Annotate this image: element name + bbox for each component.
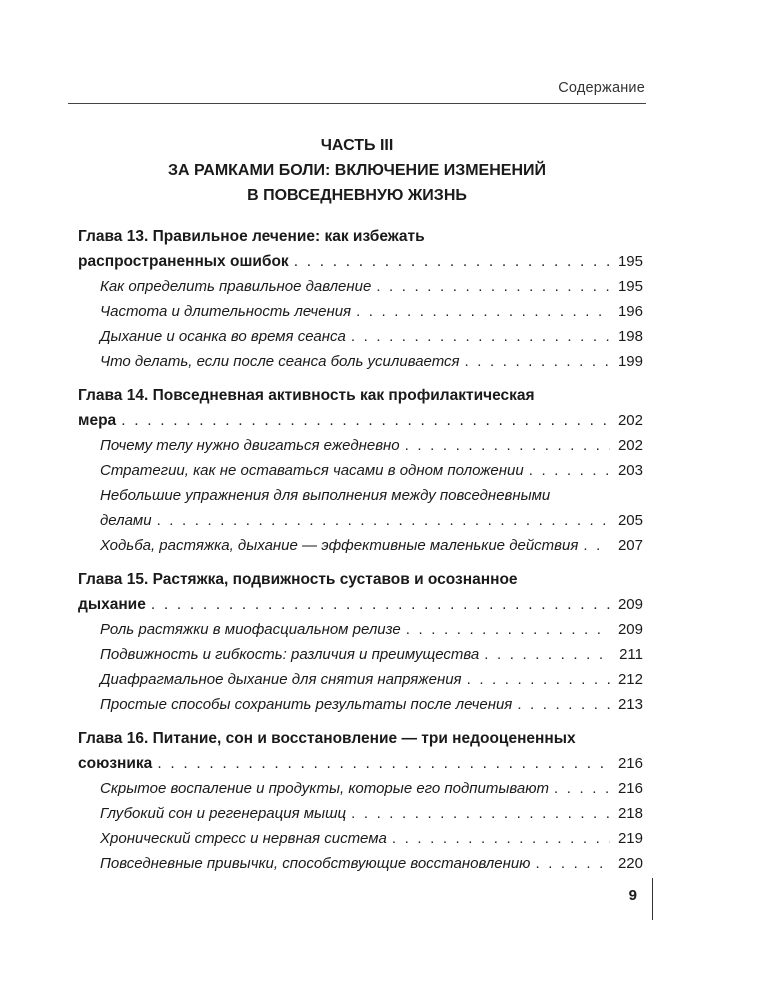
page-ref: 216 xyxy=(617,780,643,797)
section-title: Как определить правильное давление xyxy=(100,278,372,295)
page-ref: 203 xyxy=(617,462,643,479)
dot-leader xyxy=(517,692,610,717)
dot-leader xyxy=(529,458,610,483)
chapter-entry[interactable] xyxy=(78,751,643,776)
dot-leader xyxy=(535,851,610,876)
chapter-15 xyxy=(78,567,643,717)
dot-leader xyxy=(554,776,610,801)
section-entry[interactable] xyxy=(78,776,643,801)
section-entry[interactable] xyxy=(78,508,643,533)
section-entry[interactable] xyxy=(78,458,643,483)
dot-leader xyxy=(151,592,610,617)
section-title: Глубокий сон и регенерация мышц xyxy=(100,805,347,822)
page-ref: 205 xyxy=(617,512,643,529)
chapter-title-cont: распространенных ошибок xyxy=(78,253,289,270)
section-entry[interactable] xyxy=(78,533,643,558)
section-title: Частота и длительность лечения xyxy=(100,303,352,320)
table-of-contents xyxy=(78,224,643,885)
dot-leader xyxy=(351,324,610,349)
section-entry[interactable] xyxy=(78,617,643,642)
dot-leader xyxy=(121,408,610,433)
section-title: Подвижность и гибкость: различия и преимущества xyxy=(100,646,480,663)
dot-leader xyxy=(484,642,610,667)
chapter-entry[interactable] xyxy=(78,592,643,617)
section-entry[interactable] xyxy=(78,692,643,717)
section-title: Скрытое воспаление и продукты, которые его подпитывают xyxy=(100,780,550,797)
chapter-14 xyxy=(78,383,643,558)
page-ref: 219 xyxy=(617,830,643,847)
part-title-line2: В ПОВСЕДНЕВНУЮ ЖИЗНЬ xyxy=(247,187,467,204)
page-ref: 220 xyxy=(617,855,643,872)
dot-leader xyxy=(294,249,610,274)
page-ref: 209 xyxy=(617,596,643,613)
part-title-line1: ЗА РАМКАМИ БОЛИ: ВКЛЮЧЕНИЕ ИЗМЕНЕНИЙ xyxy=(167,162,547,179)
page-ref: 207 xyxy=(617,537,643,554)
chapter-title: Глава 15. Растяжка, подвижность суставов и осознанное xyxy=(78,571,518,588)
page-ref: 216 xyxy=(617,755,643,772)
page-ref: 218 xyxy=(617,805,643,822)
dot-leader xyxy=(376,274,610,299)
page-number: 9 xyxy=(628,887,637,904)
dot-leader xyxy=(467,667,610,692)
dot-leader xyxy=(406,617,610,642)
section-title: Стратегии, как не оставаться часами в одном положении xyxy=(100,462,524,479)
part-number: ЧАСТЬ III xyxy=(320,137,394,154)
page-ref: 199 xyxy=(617,353,643,370)
dot-leader xyxy=(465,349,610,374)
running-head: Содержание xyxy=(558,80,645,96)
chapter-title: Глава 16. Питание, сон и восстановление — три недооцененных xyxy=(78,730,576,747)
section-entry[interactable] xyxy=(78,667,643,692)
dot-leader xyxy=(157,751,610,776)
header-rule xyxy=(68,103,646,104)
dot-leader xyxy=(583,533,610,558)
chapter-title-cont: мера xyxy=(78,412,117,429)
section-title: Простые способы сохранить результаты после лечения xyxy=(100,696,513,713)
section-title: Диафрагмальное дыхание для снятия напряжения xyxy=(100,671,462,688)
chapter-13 xyxy=(78,224,643,374)
dot-leader xyxy=(405,433,610,458)
page-ref: 213 xyxy=(617,696,643,713)
section-title: Хронический стресс и нервная система xyxy=(100,830,387,847)
section-entry[interactable] xyxy=(78,642,643,667)
section-entry[interactable] xyxy=(78,324,643,349)
chapter-entry[interactable] xyxy=(78,249,643,274)
dot-leader xyxy=(157,508,610,533)
page-ref: 202 xyxy=(617,437,643,454)
dot-leader xyxy=(356,299,610,324)
section-title-line1 xyxy=(78,483,643,508)
section-entry[interactable] xyxy=(78,349,643,374)
section-title: Небольшие упражнения для выполнения между повседневными xyxy=(100,487,551,504)
page-ref: 211 xyxy=(619,646,643,663)
section-entry[interactable] xyxy=(78,274,643,299)
page-ref: 212 xyxy=(617,671,643,688)
dot-leader xyxy=(351,801,610,826)
chapter-title: Глава 14. Повседневная активность как профилактическая xyxy=(78,387,535,404)
section-entry[interactable] xyxy=(78,851,643,876)
section-title: Роль растяжки в миофасциальном релизе xyxy=(100,621,401,638)
chapter-title-cont: дыхание xyxy=(78,596,146,613)
section-entry[interactable] xyxy=(78,801,643,826)
chapter-16 xyxy=(78,726,643,876)
page-ref: 202 xyxy=(617,412,643,429)
section-title: Почему телу нужно двигаться ежедневно xyxy=(100,437,400,454)
section-title: Что делать, если после сеанса боль усиливается xyxy=(100,353,460,370)
page-ref: 196 xyxy=(617,303,643,320)
section-entry[interactable] xyxy=(78,433,643,458)
page-ref: 198 xyxy=(617,328,643,345)
chapter-entry[interactable] xyxy=(78,408,643,433)
section-title-cont: делами xyxy=(100,512,152,529)
part-heading xyxy=(68,133,646,208)
section-title: Дыхание и осанка во время сеанса xyxy=(100,328,346,345)
page-ref: 209 xyxy=(617,621,643,638)
page-ref: 195 xyxy=(617,253,643,270)
page-number-rule xyxy=(652,878,653,920)
chapter-title: Глава 13. Правильное лечение: как избежать xyxy=(78,228,425,245)
chapter-title-cont: союзника xyxy=(78,755,153,772)
section-entry[interactable] xyxy=(78,299,643,324)
section-entry[interactable] xyxy=(78,826,643,851)
page-ref: 195 xyxy=(617,278,643,295)
section-title: Ходьба, растяжка, дыхание — эффективные маленькие действия xyxy=(100,537,579,554)
dot-leader xyxy=(392,826,610,851)
section-title: Повседневные привычки, способствующие восстановлению xyxy=(100,855,531,872)
